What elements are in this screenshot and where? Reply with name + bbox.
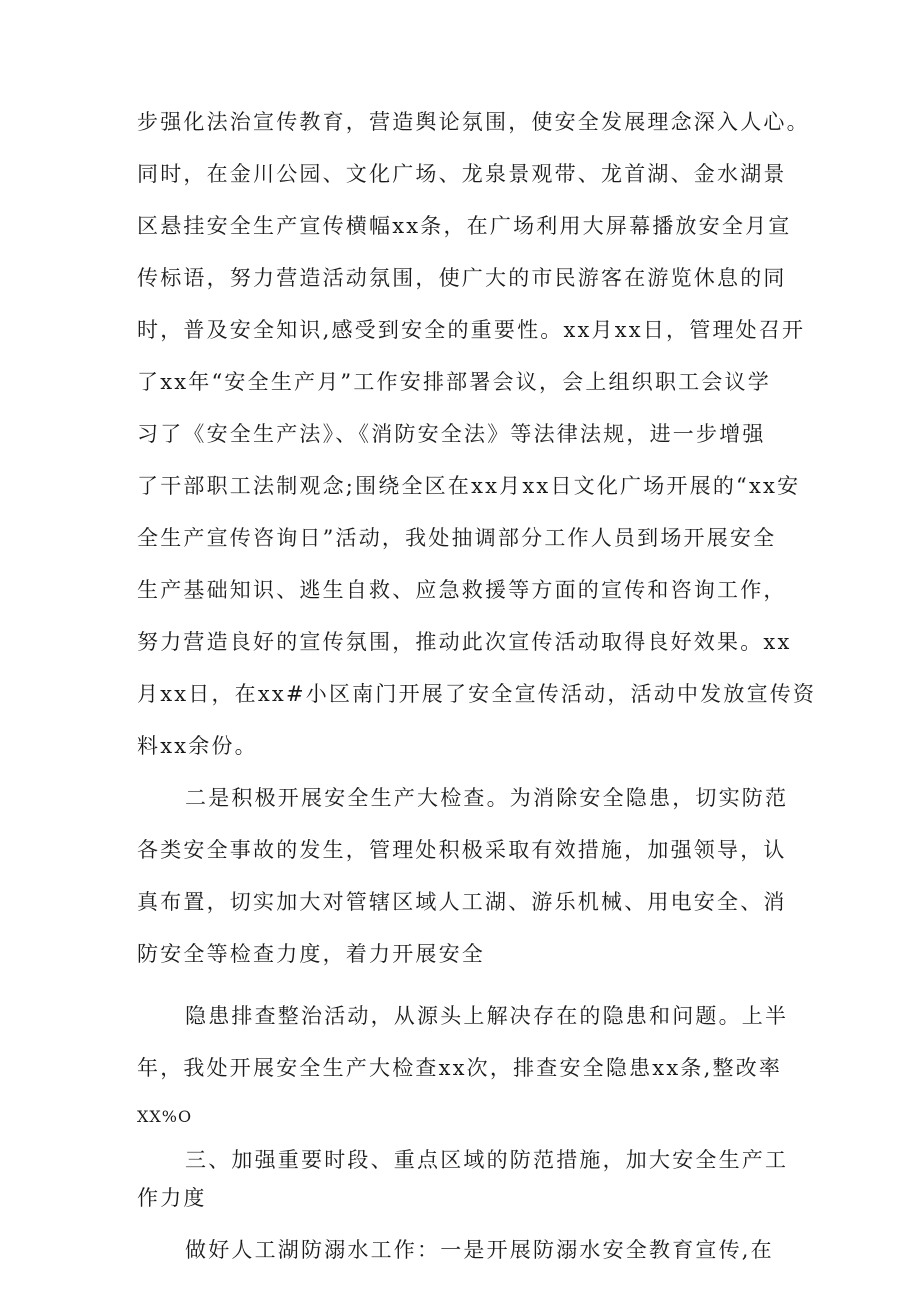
text-line: 全生产宣传咨询日”活动，我处抽调部分工作人员到场开展安全 <box>137 526 777 550</box>
text-line: 区悬挂安全生产宣传横幅xx条，在广场利用大屏幕播放安全月宣 <box>137 214 792 238</box>
text-line: 传标语，努力营造活动氛围，使广大的市民游客在游览休息的同 <box>137 266 787 290</box>
text-line: 真布置，切实加大对管辖区域人工湖、游乐机械、用电安全、消 <box>137 890 787 914</box>
text-line: 年，我处开展安全生产大检查xx次，排查安全隐患xx条,整改率 <box>137 1056 783 1080</box>
text-line: XX%O <box>137 1107 193 1126</box>
paragraph-start-line: 隐患排查整治活动，从源头上解决存在的隐患和问题。上半 <box>185 1004 789 1028</box>
text-line: 生产基础知识、逃生自救、应急救援等方面的宣传和咨询工作， <box>137 578 787 602</box>
paragraph-start-line: 做好人工湖防溺水工作：一是开展防溺水安全教育宣传,在 <box>185 1238 774 1262</box>
text-line: 努力营造良好的宣传氛围，推动此次宣传活动取得良好效果。xx <box>137 630 792 654</box>
section-heading-line: 作力度 <box>137 1186 207 1210</box>
section-heading-line: 三、加强重要时段、重点区域的防范措施，加大安全生产工 <box>185 1148 789 1172</box>
text-line: 各类安全事故的发生，管理处积极采取有效措施，加强领导，认 <box>137 838 787 862</box>
paragraph-start-line: 二是积极开展安全生产大检查。为消除安全隐患，切实防范 <box>185 786 789 810</box>
text-line: 习了《安全生产法》、《消防安全法》等法律法规，进一步增强 <box>137 422 766 446</box>
text-line: 防安全等检查力度，着力开展安全 <box>137 942 485 966</box>
text-line: 时，普及安全知识,感受到安全的重要性。xx月xx日，管理处召开 <box>137 318 806 342</box>
text-line: 料xx余份。 <box>137 734 258 758</box>
text-line: 月xx日，在xx#小区南门开展了安全宣传活动，活动中发放宣传资 <box>137 682 817 706</box>
text-line: 步强化法治宣传教育，营造舆论氛围，使安全发展理念深入人心。 <box>137 110 810 134</box>
text-line: 了xx年“安全生产月”工作安排部署会议，会上组织职工会议学 <box>137 370 771 394</box>
text-line: 了干部职工法制观念;围绕全区在xx月xx日文化广场开展的“xx安 <box>137 474 801 498</box>
text-line: 同时，在金川公园、文化广场、龙泉景观带、龙首湖、金水湖景 <box>137 162 787 186</box>
